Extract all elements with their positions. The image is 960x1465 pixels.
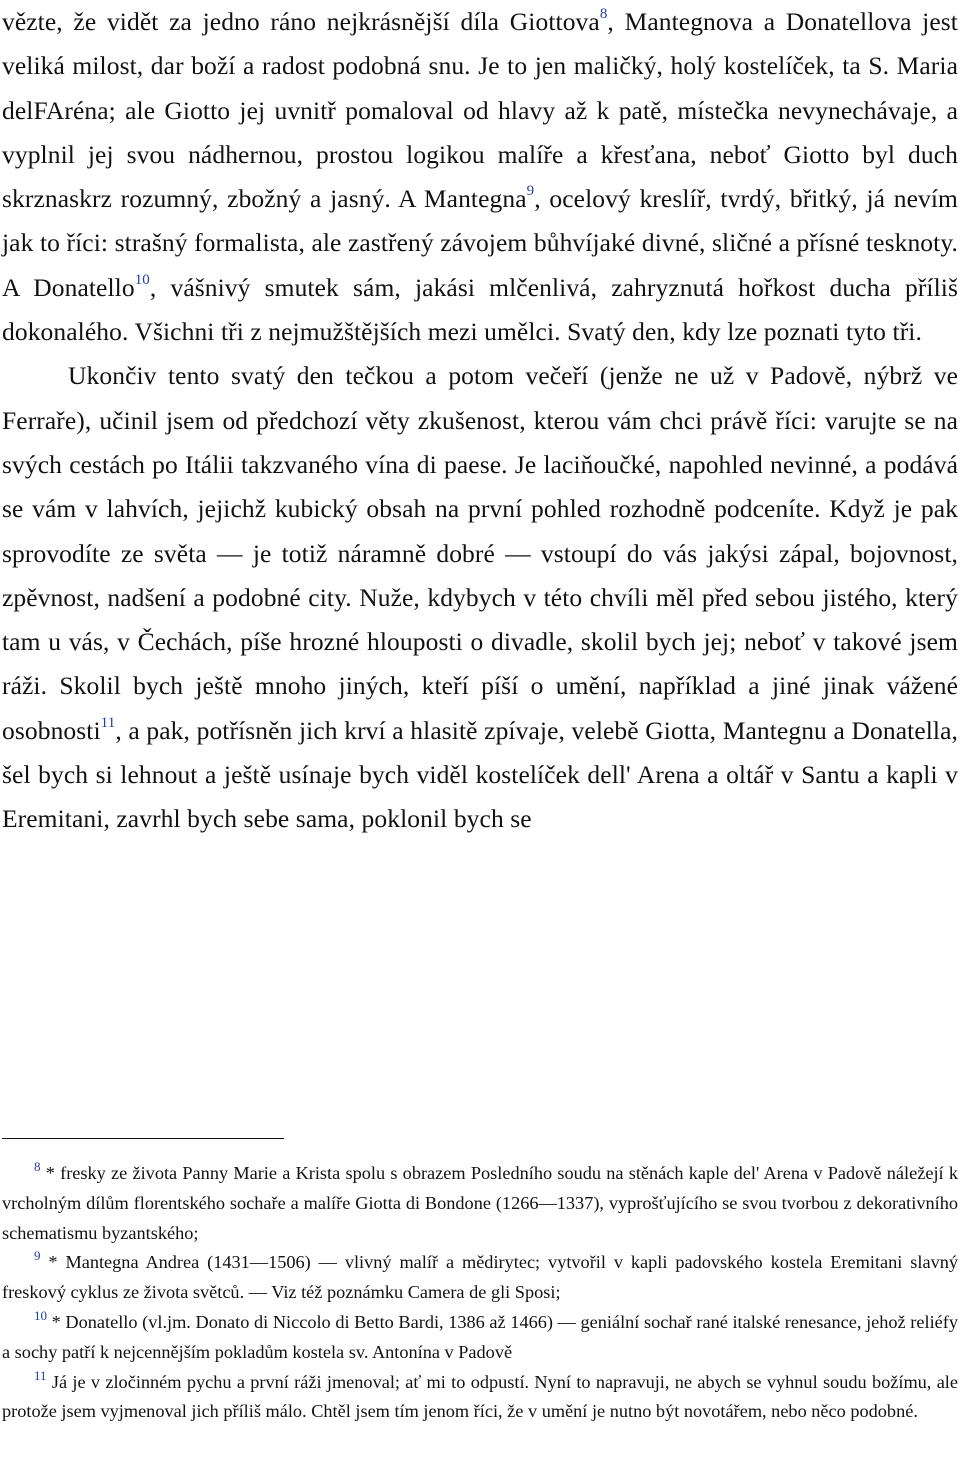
footnote-11 [2, 1368, 958, 1428]
paragraph-1 [2, 0, 958, 354]
text-run: , ocelový kreslíř, tvrdý, břitký, já nevím jak to říci: strašný formalista, ale zastřený závojem bůhvíjaké divné, sličné a přísné tesknoty. A Donatello [2, 184, 958, 302]
paragraph-2 [2, 354, 958, 841]
footnote-ref[interactable]: 10 [134, 271, 150, 288]
footnote-10 [2, 1308, 958, 1368]
footnote-ref[interactable]: 11 [100, 714, 116, 731]
text-run: vězte, že vidět za jedno ráno nejkrásnější díla Giottova [2, 7, 600, 36]
footnote-text: * Donatello (vl.jm. Donato di Niccolo di Betto Bardi, 1386 až 1466) — geniální sochař rané italské renesance, jehož reliéfy a sochy patří k nejcennějším pokladům kostela sv. Antonína v Padově [2, 1311, 958, 1362]
footnote-ref[interactable]: 8 [599, 6, 608, 22]
text-run: , Mantegnova a Donatellova jest veliká milost, dar boží a radost podobná snu. Je to jen maličký, holý kostelíček, ta S. Maria delFAréna; ale Giotto jej uvnitř pomaloval od hlavy až k patě, místečka nevynechávaje, a vyplnil jej svou nádhernou, prostou logikou malíře a křesťana, neboť Giotto byl duch skrznaskrz rozumný, zbožný a jasný. A Mantegna [2, 7, 958, 214]
footnote-text: Já je v zločinném pychu a první ráži jmenoval; ať mi to odpustí. Nyní to napravuji, ne abych se vyhnul soudu božímu, ale protože jsem vyjmenoval jich příliš málo. Chtěl jsem tím jenom říci, že v umění je nutno být novotářem, nebo něco podobné. [2, 1371, 958, 1422]
footnote-8 [2, 1159, 958, 1248]
footnote-number[interactable]: 11 [34, 1367, 47, 1383]
text-run: Ukončiv tento svatý den tečkou a potom večeří (jenže ne už v Padově, nýbrž ve Ferraře), učinil jsem od předchozí věty zkušenost, kterou vám chci právě říci: varujte se na svých cestách po Itálii takzvaného vína di paese. Je laciňoučké, napohled nevinné, a podává se vám v lahvích, jejichž kubický obsah na první pohled rozhodně podceníte. Když je pak sprovodíte ze světa — je totiž náramně dobré — vstoupí do vás jakýsi zápal, bojovnost, zpěvnost, nadšení a podobné city. Nuže, kdybych v této chvíli měl před sebou jistého, který tam u vás, v Čechách, píše hrozné hlouposti o divadle, skolil bych jej; neboť v takové jsem ráži. Skolil bych ještě mnoho jiných, kteří píší o umění, například a jiné jinak vážené osobnosti [2, 361, 958, 745]
footnote-number[interactable]: 10 [34, 1307, 47, 1323]
footnote-separator [2, 1138, 284, 1139]
footnote-text: * Mantegna Andrea (1431—1506) — vlivný malíř a mědirytec; vytvořil v kapli padovského kostela Eremitani slavný freskový cyklus ze života světců. — Viz též poznámku Camera de gli Sposi; [2, 1252, 958, 1303]
text-run: , vášnivý smutek sám, jakási mlčenlivá, zahryznutá hořkost ducha příliš dokonalého. Všichni tři z nejmužštějších mezi umělci. Svatý den, kdy lze poznati tyto tři. [2, 272, 958, 347]
footnote-number[interactable]: 8 [34, 1159, 41, 1174]
text-run: , a pak, potřísněn jich krví a hlasitě zpívaje, velebě Giotta, Mantegnu a Donatella, šel bych si lehnout a ještě usínaje bych viděl kostelíček dell' Arena a oltář v Santu a kapli v Eremitani, zavrhl bych sebe sama, poklonil bych se [2, 715, 958, 834]
footnote-ref[interactable]: 9 [526, 183, 535, 200]
footnotes [2, 1159, 958, 1427]
footnote-9 [2, 1248, 958, 1308]
footnote-number[interactable]: 9 [34, 1248, 41, 1264]
main-text [2, 0, 958, 842]
footnote-text: * fresky ze života Panny Marie a Krista spolu s obrazem Posledního soudu na stěnách kaple del' Arena v Padově náležejí k vrcholným dílům florentského sochaře a malíře Giotta di Bondone (1266—1337), vyprošťujícího se svou tvorbou z dekorativního schematismu byzantského; [2, 1163, 958, 1243]
